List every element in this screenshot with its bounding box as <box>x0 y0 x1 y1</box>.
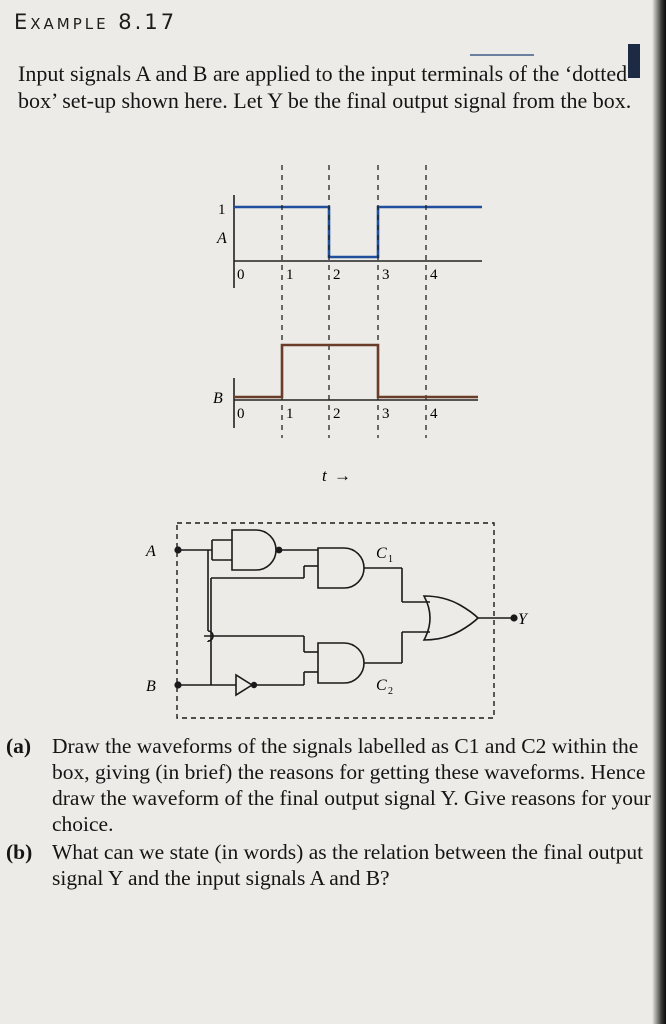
waveform-b-chart <box>213 345 478 428</box>
tick-a-0: 0 <box>237 267 245 283</box>
questions-section <box>6 733 656 893</box>
example-heading: Example 8.17 <box>14 10 178 34</box>
tick-b-2: 2 <box>333 406 341 422</box>
question-a <box>6 733 656 837</box>
c2-subscript: 2 <box>388 686 393 697</box>
output-y-node <box>511 615 517 621</box>
and-gate-1 <box>232 530 276 570</box>
time-label: t <box>322 466 327 485</box>
time-axis-label <box>322 466 351 485</box>
not-gate-bubble <box>252 683 257 688</box>
c1-subscript: 1 <box>388 554 393 565</box>
or-gate <box>424 596 478 640</box>
waveform-a-chart <box>216 195 482 288</box>
tick-b-4: 4 <box>430 406 438 422</box>
circuit-input-a-label: A <box>146 543 156 560</box>
question-a-label: (a) <box>6 734 32 758</box>
signal-b-label: B <box>213 390 223 407</box>
waveform-a <box>234 207 482 257</box>
tick-b-0: 0 <box>237 406 245 422</box>
question-a-text: Draw the waveforms of the signals labelled as C1 and C2 within the box, giving (in brief) the reasons for getting these waveforms. Hence draw the waveform of the final output signal Y. Give reasons for your choice. <box>52 734 651 836</box>
signal-a-label: A <box>217 230 227 247</box>
circuit-output-y-label: Y <box>518 611 527 628</box>
c1-label: C <box>376 545 387 562</box>
intro-text: Input signals A and B are applied to the input terminals of the ‘dotted box’ set-up shown here. Let Y be the final output signal from the box. <box>18 61 632 113</box>
question-b-text: What can we state (in words) as the relation between the final output signal Y and the input signals A and B? <box>52 840 644 890</box>
tick-b-3: 3 <box>382 406 390 422</box>
logic-circuit <box>175 523 517 718</box>
circuit-input-b-label: B <box>146 678 156 695</box>
and-gate-c2 <box>318 643 364 683</box>
tick-a-2: 2 <box>333 267 341 283</box>
question-b-label: (b) <box>6 840 33 864</box>
waveform-b <box>234 345 478 397</box>
dotted-box <box>177 523 494 718</box>
time-arrow: → <box>334 466 351 485</box>
tick-b-1: 1 <box>286 406 294 422</box>
tick-a-4: 4 <box>430 267 438 283</box>
tick-a-3: 3 <box>382 267 390 283</box>
c2-label: C <box>376 677 387 694</box>
tick-a-1: 1 <box>286 267 294 283</box>
and-gate-c1 <box>318 548 364 588</box>
level-high-label: 1 <box>218 202 226 218</box>
question-b <box>6 839 656 891</box>
not-gate <box>236 675 252 695</box>
